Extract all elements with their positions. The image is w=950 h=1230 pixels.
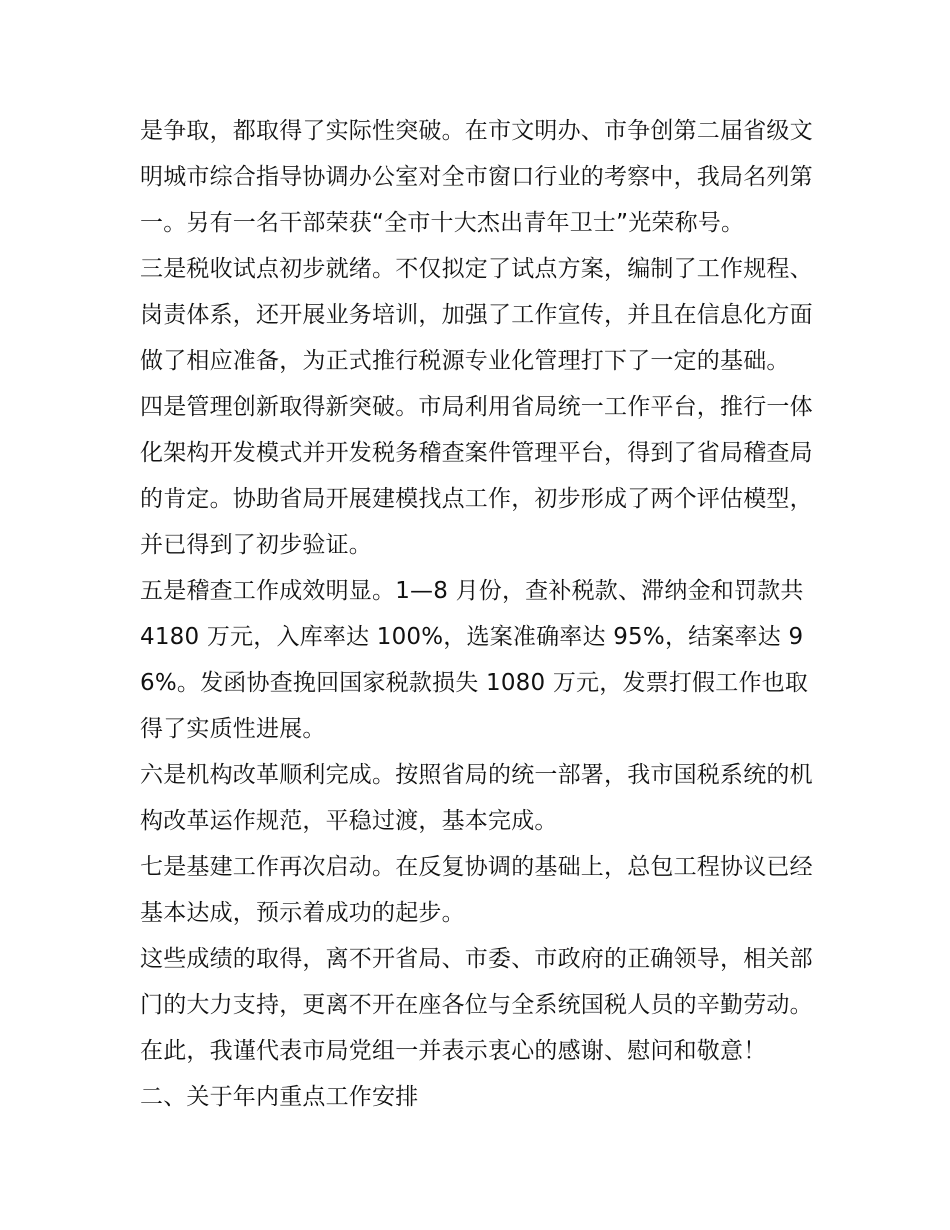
paragraph-management-innovation: 四是管理创新取得新突破。市局利用省局统一工作平台，推行一体化架构开发模式并开发税务稽查案件管理平台，得到了省局稽查局的肯定。协助省局开展建模找点工作，初步形成了两个评估模型，并已得到了初步验证。 [140,394,813,558]
document-body [140,108,820,1120]
paragraph-infrastructure: 七是基建工作再次启动。在反复协调的基础上，总包工程协议已经基本达成，预示着成功的起步。 [140,854,813,926]
paragraph-continuation: 是争取，都取得了实际性突破。在市文明办、市争创第二届省级文明城市综合指导协调办公室对全市窗口行业的考察中，我局名列第一。另有一名干部荣获“全市十大杰出青年卫士”光荣称号。 [140,118,813,236]
paragraph-acknowledgement: 这些成绩的取得，离不开省局、市委、市政府的正确领导，相关部门的大力支持，更离不开在座各位与全系统国税人员的辛勤劳动。在此，我谨代表市局党组一并表示衷心的感谢、慰问和敬意！ [140,946,813,1064]
paragraph-inspection-results: 五是稽查工作成效明显。1—8 月份，查补税款、滞纳金和罚款共 4180 万元，入库率达 100%，选案准确率达 95%，结案率达 96%。发函协查挽回国家税款损失 1080 万元，发票打假工作也取得了实质性进展。 [140,578,809,742]
section-heading: 二、关于年内重点工作安排 [140,1084,419,1110]
paragraph-tax-pilot: 三是税收试点初步就绪。不仅拟定了试点方案，编制了工作规程、岗责体系，还开展业务培训，加强了工作宣传，并且在信息化方面做了相应准备，为正式推行税源专业化管理打下了一定的基础。 [140,256,813,374]
paragraph-institutional-reform: 六是机构改革顺利完成。按照省局的统一部署，我市国税系统的机构改革运作规范，平稳过渡，基本完成。 [140,762,813,834]
